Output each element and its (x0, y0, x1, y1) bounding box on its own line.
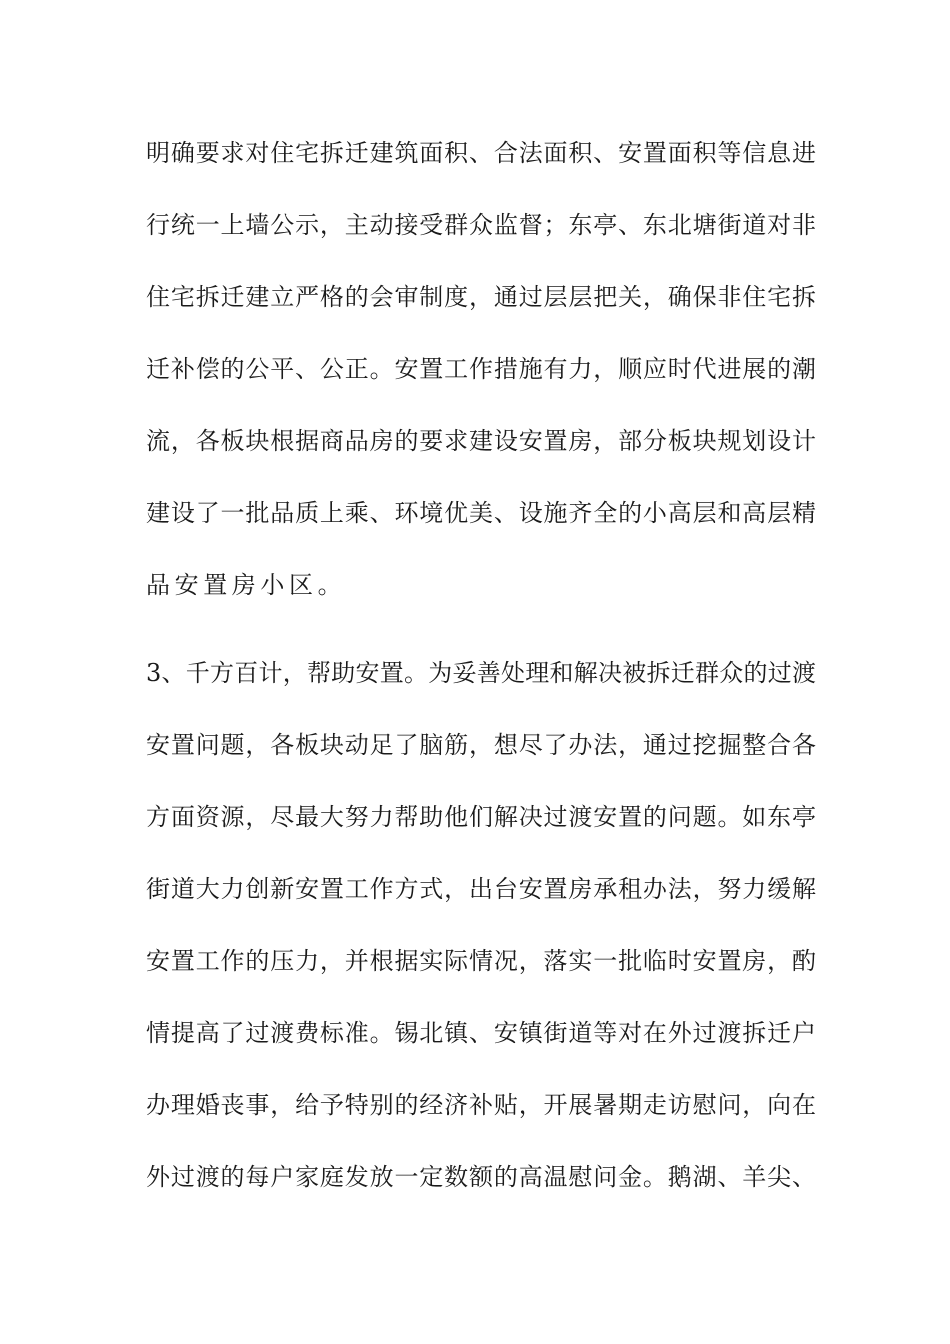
text-line: 行统一上墙公示，主动接受群众监督；东亭、东北塘街道对非 (146, 211, 816, 239)
text-line: 品安置房小区。 (146, 571, 347, 599)
text-line: 外过渡的每户家庭发放一定数额的高温慰问金。鹅湖、羊尖、 (146, 1163, 816, 1191)
text-line: 住宅拆迁建立严格的会审制度，通过层层把关，确保非住宅拆 (146, 283, 816, 311)
text-line: 办理婚丧事，给予特别的经济补贴，开展暑期走访慰问，向在 (146, 1091, 816, 1119)
text-line: 建设了一批品质上乘、环境优美、设施齐全的小高层和高层精 (146, 499, 816, 527)
text-line: 流，各板块根据商品房的要求建设安置房，部分板块规划设计 (146, 427, 816, 455)
text-line: 情提高了过渡费标准。锡北镇、安镇街道等对在外过渡拆迁户 (146, 1019, 816, 1047)
text-line: 安置工作的压力，并根据实际情况，落实一批临时安置房，酌 (146, 947, 816, 975)
text-line: 迁补偿的公平、公正。安置工作措施有力，顺应时代进展的潮 (146, 355, 816, 383)
text-line: 方面资源，尽最大努力帮助他们解决过渡安置的问题。如东亭 (146, 803, 816, 831)
text-line: 3、千方百计，帮助安置。为妥善处理和解决被拆迁群众的过渡 (146, 659, 816, 687)
text-line: 安置问题，各板块动足了脑筋，想尽了办法，通过挖掘整合各 (146, 731, 816, 759)
text-line: 明确要求对住宅拆迁建筑面积、合法面积、安置面积等信息进 (146, 139, 816, 167)
text-line: 街道大力创新安置工作方式，出台安置房承租办法，努力缓解 (146, 875, 816, 903)
